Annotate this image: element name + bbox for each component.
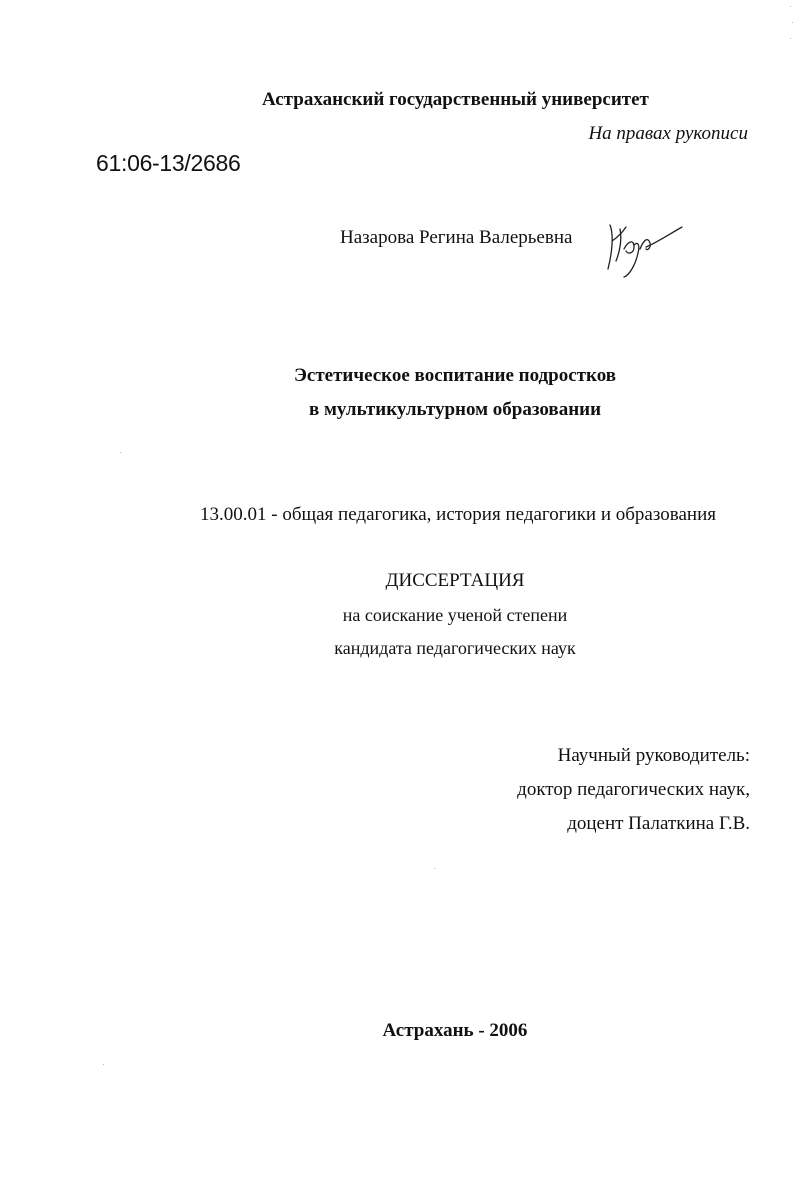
- author-name: Назарова Регина Валерьевна: [340, 227, 573, 248]
- scan-speck: [103, 1064, 104, 1065]
- supervisor-label: Научный руководитель:: [557, 745, 750, 766]
- city-year: Астрахань - 2006: [382, 1020, 528, 1041]
- signature-image: [596, 215, 684, 279]
- dissertation-type: ДИССЕРТАЦИЯ: [385, 570, 525, 591]
- scan-speck: [790, 6, 791, 7]
- specialty-code: 13.00.01 - общая педагогика, история педагогики и образования: [200, 504, 716, 525]
- dissertation-title-line-1: Эстетическое воспитание подростков: [294, 365, 616, 386]
- scan-speck: [120, 452, 121, 453]
- supervisor-degree: доктор педагогических наук,: [517, 779, 750, 800]
- university-name: Астраханский государственный университет: [262, 89, 649, 110]
- supervisor-name: доцент Палаткина Г.В.: [567, 813, 750, 834]
- dissertation-title-line-2: в мультикультурном образовании: [308, 399, 602, 420]
- scan-speck: [434, 868, 435, 869]
- catalog-code: 61:06-13/2686: [96, 150, 241, 176]
- scan-speck: [790, 38, 791, 39]
- degree-line-2: кандидата педагогических наук: [334, 638, 576, 658]
- manuscript-note: На правах рукописи: [588, 123, 748, 144]
- scan-speck: [792, 22, 793, 23]
- degree-line-1: на соискание ученой степени: [342, 605, 568, 625]
